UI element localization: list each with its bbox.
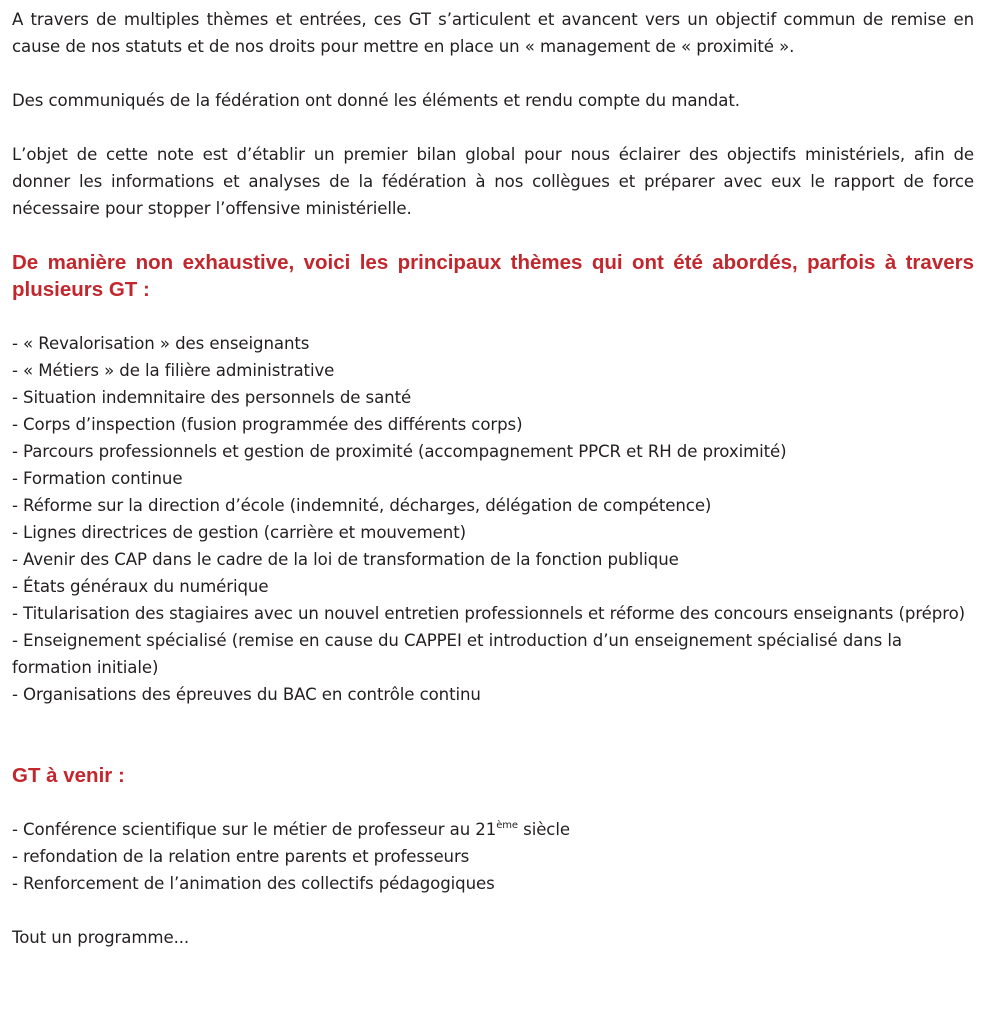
list-item: - Renforcement de l’animation des collectifs pédagogiques bbox=[12, 874, 495, 893]
themes-heading: De manière non exhaustive, voici les principaux thèmes qui ont été abordés, parfois à travers plusieurs GT : bbox=[12, 251, 974, 301]
list-item bbox=[12, 816, 974, 843]
upcoming-list bbox=[12, 816, 974, 897]
list-item: - États généraux du numérique bbox=[12, 577, 269, 596]
list-item: - Corps d’inspection (fusion programmée des différents corps) bbox=[12, 415, 523, 434]
list-item: - Avenir des CAP dans le cadre de la loi de transformation de la fonction publique bbox=[12, 550, 679, 569]
list-item-text: - Conférence scientifique sur le métier de professeur au 21 bbox=[12, 820, 497, 839]
ordinal-superscript: ème bbox=[496, 820, 518, 831]
list-item-text: siècle bbox=[517, 820, 570, 839]
list-item: - Réforme sur la direction d’école (indemnité, décharges, délégation de compétence) bbox=[12, 496, 712, 515]
list-item: - refondation de la relation entre parents et professeurs bbox=[12, 847, 470, 866]
themes-list bbox=[12, 330, 974, 708]
list-item: - « Métiers » de la filière administrative bbox=[12, 361, 335, 380]
list-item: - Parcours professionnels et gestion de proximité (accompagnement PPCR et RH de proximité) bbox=[12, 442, 787, 461]
list-item: - « Revalorisation » des enseignants bbox=[12, 334, 310, 353]
list-item: - Organisations des épreuves du BAC en contrôle continu bbox=[12, 685, 481, 704]
closing-line: Tout un programme... bbox=[12, 928, 190, 947]
spacer bbox=[12, 789, 974, 816]
upcoming-heading: GT à venir : bbox=[12, 764, 125, 787]
spacer bbox=[12, 303, 974, 330]
list-item: - Formation continue bbox=[12, 469, 183, 488]
intro-paragraph: A travers de multiples thèmes et entrées, ces GT s’articulent et avancent vers un objectif commun de remise en cause de nos statuts et de nos droits pour mettre en place un « management de « proximité ». bbox=[12, 10, 974, 56]
list-item: - Situation indemnitaire des personnels de santé bbox=[12, 388, 412, 407]
spacer bbox=[12, 114, 974, 141]
list-item: - Enseignement spécialisé (remise en cause du CAPPEI et introduction d’un enseignement spécialisé dans la formation initiale) bbox=[12, 631, 902, 677]
list-item: - Lignes directrices de gestion (carrière et mouvement) bbox=[12, 523, 466, 542]
spacer bbox=[12, 60, 974, 87]
intro-paragraph: Des communiqués de la fédération ont donné les éléments et rendu compte du mandat. bbox=[12, 91, 740, 110]
spacer bbox=[12, 222, 974, 249]
intro-paragraph: L’objet de cette note est d’établir un premier bilan global pour nous éclairer des objectifs ministériels, afin de donner les informations et analyses de la fédération à nos collègues et préparer avec eux le rapport de force nécessaire pour stopper l’offensive ministérielle. bbox=[12, 145, 974, 218]
spacer bbox=[12, 897, 974, 924]
list-item: - Titularisation des stagiaires avec un nouvel entretien professionnels et réforme des concours enseignants (prépro) bbox=[12, 604, 966, 623]
